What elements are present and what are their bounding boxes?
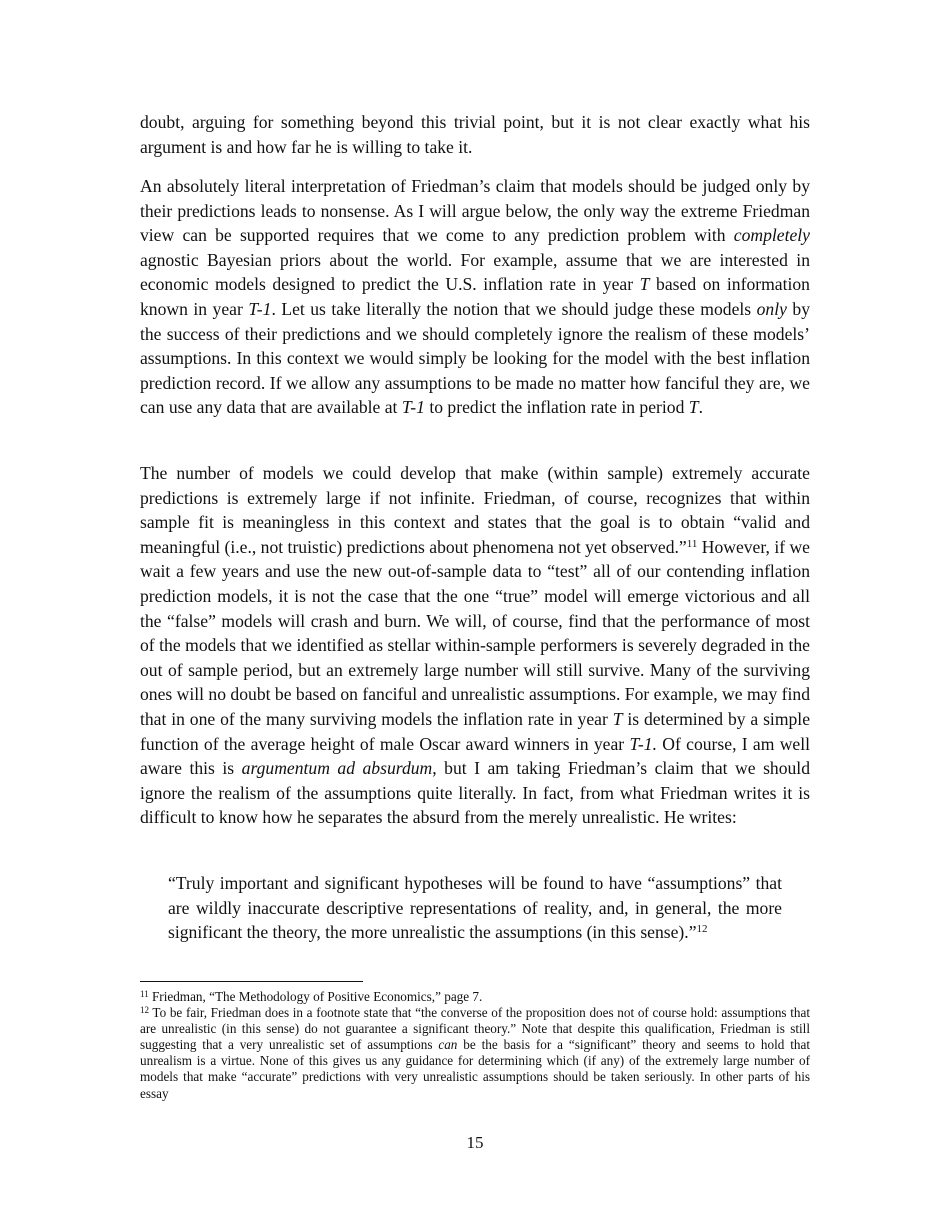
footnote-marker: 12	[140, 1005, 149, 1016]
paragraph-continued	[140, 110, 810, 159]
footnote-12	[140, 1005, 810, 1102]
footnote-marker: 12	[696, 923, 708, 936]
block-quote	[168, 871, 782, 945]
text-run: . Let us take literally the notion that we should judge these models	[271, 298, 757, 319]
text-run: based on information known in year	[140, 274, 810, 319]
paragraph-literal-interpretation	[140, 174, 810, 420]
text-run: is determined by a simple function of the average height of male Oscar award winners in year	[140, 708, 811, 754]
emphasis-text: T-1.	[629, 733, 657, 754]
emphasis-text: T-1	[401, 397, 425, 418]
text-run: The number of models we could develop that make (within sample) extremely accurate predictions is extremely large if not infinite. Friedman, of course, recognizes that within sample fit is meaningless in this context and states that the goal is to obtain “valid and meaningful (i.e., not truistic) predictions about phenomena not yet observed.”	[140, 463, 810, 557]
paragraph-text	[140, 174, 810, 420]
text-run: doubt, arguing for something beyond this trivial point, but it is not clear exactly what his argument is and how far he is willing to take it.	[140, 112, 810, 157]
emphasis-text: can	[438, 1037, 458, 1053]
text-run: However, if we wait a few years and use the new out-of-sample data to “test” all of our contending inflation prediction models, it is not the case that the one “true” model will emerge victorious and all the “false” models will crash and burn. We will, of course, find that the performance of most of the models that we identified as stellar within-sample performers is severely degraded in the out of sample period, but an extremely large number will still survive. Many of the surviving ones will no doubt be based on fanciful and unrealistic assumptions. For example, we may find that in one of the many surviving models the inflation rate in year	[140, 536, 810, 729]
footnotes	[140, 989, 810, 1102]
text-run: , but I am taking Friedman’s claim that we should ignore the realism of the assumptions quite literally. In fact, from what Friedman writes it is difficult to know how he separates the absurd from the merely unrealistic. He writes:	[140, 758, 810, 828]
footnote-marker: 11	[140, 989, 149, 999]
emphasis-text: T	[639, 274, 650, 295]
text-run: Of course, I am well aware this is	[140, 733, 810, 779]
paragraph-text	[140, 110, 810, 159]
emphasis-text: T-1	[248, 298, 272, 319]
text-run: To be fair, Friedman does in a footnote state that “the converse of the proposition does not of course hold: assumptions that are unrealistic (in this sense) do not guarantee a significant theory.” Note that despite this qualification, Friedman is still suggesting that a very unrealistic set of assumptions	[140, 1005, 810, 1053]
text-run: An absolutely literal interpretation of Friedman’s claim that models should be judged only by their predictions leads to nonsense. As I will argue below, the only way the extreme Friedman view can be supported requires that we come to any prediction problem with	[140, 176, 810, 246]
text-run: to predict the inflation rate in period	[424, 397, 689, 418]
paragraph-text	[140, 461, 810, 830]
text-run: Friedman, “The Methodology of Positive Economics,” page 7.	[148, 989, 483, 1004]
footnote-marker: 11	[686, 537, 698, 550]
text-run: agnostic Bayesian priors about the world. For example, assume that we are interested in economic models designed to predict the U.S. inflation rate in year	[140, 249, 810, 295]
paragraph-number-of-models	[140, 461, 810, 830]
emphasis-text: only	[756, 298, 787, 319]
emphasis-text: argumentum ad absurdum	[241, 758, 433, 779]
text-run: “Truly important and significant hypotheses will be found to have “assumptions” that are wildly inaccurate descriptive representations of reality, and, in general, the more significant the theory, the more unrealistic the assumptions (in this sense).”	[168, 873, 782, 943]
emphasis-text: completely	[733, 225, 810, 246]
footnote-separator	[140, 981, 363, 982]
page-number: 15	[466, 1133, 484, 1152]
footnote-11	[140, 989, 810, 1005]
text-run: .	[698, 397, 703, 418]
emphasis-text: T	[688, 397, 699, 418]
block-quote-text	[168, 871, 782, 945]
text-run: be the basis for a “significant” theory and seems to hold that unrealism is a virtue. None of this gives us any guidance for determining which (if any) of the extremely large number of models that make “accurate” predictions with very unrealistic assumptions should be taken seriously. In other parts of his essay	[140, 1037, 810, 1101]
text-run: by the success of their predictions and we should completely ignore the realism of these models’ assumptions. In this context we would simply be looking for the model with the best inflation prediction record. If we allow any assumptions to be made no matter how fanciful they are, we can use any data that are available at	[140, 298, 810, 418]
emphasis-text: T	[612, 708, 623, 729]
